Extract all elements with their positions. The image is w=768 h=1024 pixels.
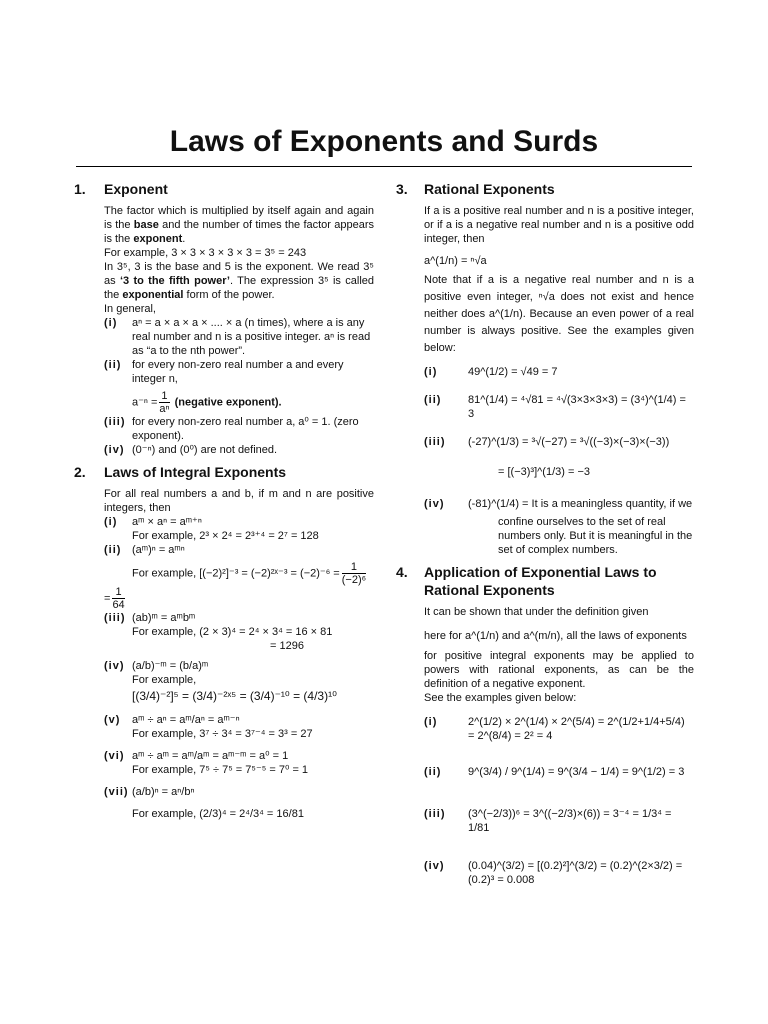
item-key: (iii) <box>104 612 126 624</box>
item-text: aⁿ = a × a × a × .... × a (n times), where a is any real number and n is a positive integer. aⁿ is read as “a to the nth power”. <box>132 317 371 357</box>
item-text: (0.04)^(3/2) = [(0.2)²]^(3/2) = (0.2)^(2×3/2) = (0.2)³ = 0.008 <box>468 860 683 886</box>
list-item <box>104 358 374 415</box>
list-item <box>104 543 374 586</box>
denominator: aⁿ <box>159 403 170 415</box>
list-item <box>424 497 694 557</box>
item-text: aᵐ × aⁿ = aᵐ⁺ⁿ <box>132 516 202 528</box>
formula: a^(1/n) = ⁿ√a <box>424 255 487 267</box>
list-item <box>424 859 694 887</box>
section-title: Application of Exponential Laws to Rational Exponents <box>424 564 657 598</box>
bold-term: (negative exponent). <box>174 396 282 409</box>
example-line: For example, (2/3)⁴ = 2⁴/3⁴ = 16/81 <box>132 808 304 820</box>
section-laws-heading <box>74 463 374 481</box>
item-key: (iv) <box>104 444 125 456</box>
denominator: 64 <box>112 599 125 611</box>
general-label: In general, <box>104 303 156 315</box>
section-number: 2. <box>74 464 86 480</box>
item-key: (iv) <box>104 660 125 672</box>
item-text: (aᵐ)ⁿ = aᵐⁿ <box>132 544 185 556</box>
example-line: For example, 7⁵ ÷ 7⁵ = 7⁵⁻⁵ = 7⁰ = 1 <box>132 764 309 776</box>
item-key: (i) <box>104 317 118 329</box>
numerator: 1 <box>112 586 124 599</box>
bold-term: base <box>133 219 159 231</box>
item-text: for every non-zero real number a and every integer n, <box>132 359 344 385</box>
text: and the number of times the factor appears is the <box>104 219 374 245</box>
list-item <box>424 807 694 835</box>
list-item <box>104 611 374 653</box>
example-line: For example, <box>132 674 197 686</box>
item-key: (vii) <box>104 786 129 798</box>
item-text: 81^(1/4) = ⁴√81 = ⁴√(3×3×3×3) = (3⁴)^(1/4) = 3 <box>468 394 686 420</box>
example-line: [(3/4)⁻²]⁵ = (3/4)⁻²ˣ⁵ = (3/4)⁻¹⁰ = (4/3)¹⁰ <box>132 689 337 703</box>
list-item <box>104 443 374 457</box>
item-key: (i) <box>104 516 118 528</box>
paragraph: See the examples given below: <box>424 692 577 704</box>
item-key: (iii) <box>424 808 446 820</box>
section-exponent-heading <box>74 180 374 198</box>
example-line <box>104 586 374 611</box>
item-text: (-27)^(1/3) = ³√(−27) = ³√((−3)×(−3)×(−3)) <box>468 436 670 448</box>
text: The factor which is multiplied by itself again and again is the <box>104 205 374 231</box>
example-line: For example, 3 × 3 × 3 × 3 × 3 = 3⁵ = 243 <box>104 247 307 259</box>
item-text: for every non-zero real number a, a⁰ = 1. (zero exponent). <box>132 416 359 442</box>
bold-term: ‘3 to the fifth power’ <box>119 275 230 287</box>
item-key: (iii) <box>104 416 126 428</box>
list-item <box>424 715 694 743</box>
item-text: 2^(1/2) × 2^(1/4) × 2^(5/4) = 2^(1/2+1/4+5/4) = 2^(8/4) = 2² = 4 <box>468 716 685 742</box>
paragraph: here for a^(1/n) and a^(m/n), all the laws of exponents <box>424 630 687 642</box>
item-text: (0⁻ⁿ) and (0⁰) are not defined. <box>132 444 278 456</box>
list-item <box>104 749 374 777</box>
text: = <box>104 592 111 605</box>
paragraph <box>104 260 374 302</box>
item-key: (ii) <box>104 359 122 371</box>
section-rational-heading <box>396 180 694 198</box>
section-number: 3. <box>396 181 408 197</box>
list-item <box>104 316 374 358</box>
numerator: 1 <box>342 561 366 574</box>
item-key: (iv) <box>424 498 445 510</box>
bold-term: exponential <box>122 289 184 301</box>
example-line <box>132 561 374 586</box>
example-line: For example, 2³ × 2⁴ = 2³⁺⁴ = 2⁷ = 128 <box>132 530 319 542</box>
right-column <box>396 180 694 887</box>
item-key: (ii) <box>424 766 442 778</box>
item-key: (i) <box>424 716 438 728</box>
list-item <box>424 365 694 379</box>
item-text: 49^(1/2) = √49 = 7 <box>468 366 558 378</box>
item-text: (a/b)⁻ᵐ = (b/a)ᵐ <box>132 660 209 672</box>
section-title: Laws of Integral Exponents <box>104 464 287 480</box>
fraction <box>342 561 366 586</box>
paragraph: It can be shown that under the definition given <box>424 606 649 618</box>
section-number: 1. <box>74 181 86 197</box>
title-rule <box>76 166 692 167</box>
text: For example, [(−2)²]⁻³ = (−2)²ˣ⁻³ = (−2)⁻⁶ = <box>132 567 340 580</box>
paragraph: Note that if a is a negative real number and n is a positive even integer, ⁿ√a does not exist and hence neither does a^(1/n). Because an even power of a real number is always positive. See the examples given below: <box>424 274 694 354</box>
item-text: aᵐ ÷ aⁿ = aᵐ/aⁿ = aᵐ⁻ⁿ <box>132 714 240 726</box>
text: form of the power. <box>183 289 275 301</box>
formula-lhs: a⁻ⁿ = <box>132 396 158 409</box>
section-number: 4. <box>396 564 408 580</box>
example-line: For example, (2 × 3)⁴ = 2⁴ × 3⁴ = 16 × 81 <box>132 626 333 638</box>
item-text: (-81)^(1/4) = It is a meaningless quantity, if we <box>468 498 693 510</box>
list-item <box>104 713 374 741</box>
item-key: (iv) <box>424 860 445 872</box>
list-item <box>424 393 694 421</box>
section-title: Exponent <box>104 181 168 197</box>
list-item <box>104 785 374 821</box>
bold-term: exponent <box>133 233 183 245</box>
paragraph: for positive integral exponents may be applied to powers with rational exponents, as can be the definition of a negative exponent. <box>424 650 694 690</box>
item-key: (vi) <box>104 750 125 762</box>
list-item <box>104 415 374 443</box>
text: . The expression 3⁵ is called the <box>104 275 374 301</box>
left-column <box>74 180 374 821</box>
item-key: (iii) <box>424 436 446 448</box>
item-text: (3^(−2/3))⁶ = 3^((−2/3)×(6)) = 3⁻⁴ = 1/3⁴ = 1/81 <box>468 808 672 834</box>
section-title: Rational Exponents <box>424 181 555 197</box>
list-item <box>424 765 694 779</box>
item-key: (ii) <box>104 544 122 556</box>
item-text: confine ourselves to the set of real numbers only. But it is meaningful in the set of complex numbers. <box>498 516 693 556</box>
numerator: 1 <box>159 390 169 403</box>
item-text: (ab)ᵐ = aᵐbᵐ <box>132 612 196 624</box>
item-key: (ii) <box>424 394 442 406</box>
item-text: = [(−3)³]^(1/3) = −3 <box>498 466 590 478</box>
list-item <box>424 435 694 479</box>
fraction <box>159 390 169 415</box>
text: In 3⁵, 3 is the base and 5 is the exponent. We read 3⁵ as <box>104 261 374 287</box>
page-title: Laws of Exponents and Surds <box>169 125 599 158</box>
paragraph: If a is a positive real number and n is a positive integer, or if a is a negative real number and n is a positive odd integer, then <box>424 205 694 245</box>
item-text: (a/b)ⁿ = aⁿ/bⁿ <box>132 786 195 798</box>
denominator: (−2)⁶ <box>341 574 367 586</box>
example-line: = 1296 <box>270 640 304 652</box>
list-item <box>104 515 374 543</box>
item-text: 9^(3/4) / 9^(1/4) = 9^(3/4 − 1/4) = 9^(1/2) = 3 <box>468 766 685 778</box>
negative-exponent-formula <box>132 390 374 415</box>
paragraph <box>104 204 374 246</box>
paragraph: For all real numbers a and b, if m and n are positive integers, then <box>104 488 374 514</box>
section-application-heading <box>396 563 694 599</box>
fraction <box>112 586 124 611</box>
item-key: (v) <box>104 714 121 726</box>
list-item <box>104 659 374 705</box>
example-line: For example, 3⁷ ÷ 3⁴ = 3⁷⁻⁴ = 3³ = 27 <box>132 728 313 740</box>
item-text: aᵐ ÷ aᵐ = aᵐ/aᵐ = aᵐ⁻ᵐ = a⁰ = 1 <box>132 750 289 762</box>
item-key: (i) <box>424 366 438 378</box>
text: . <box>182 233 186 245</box>
